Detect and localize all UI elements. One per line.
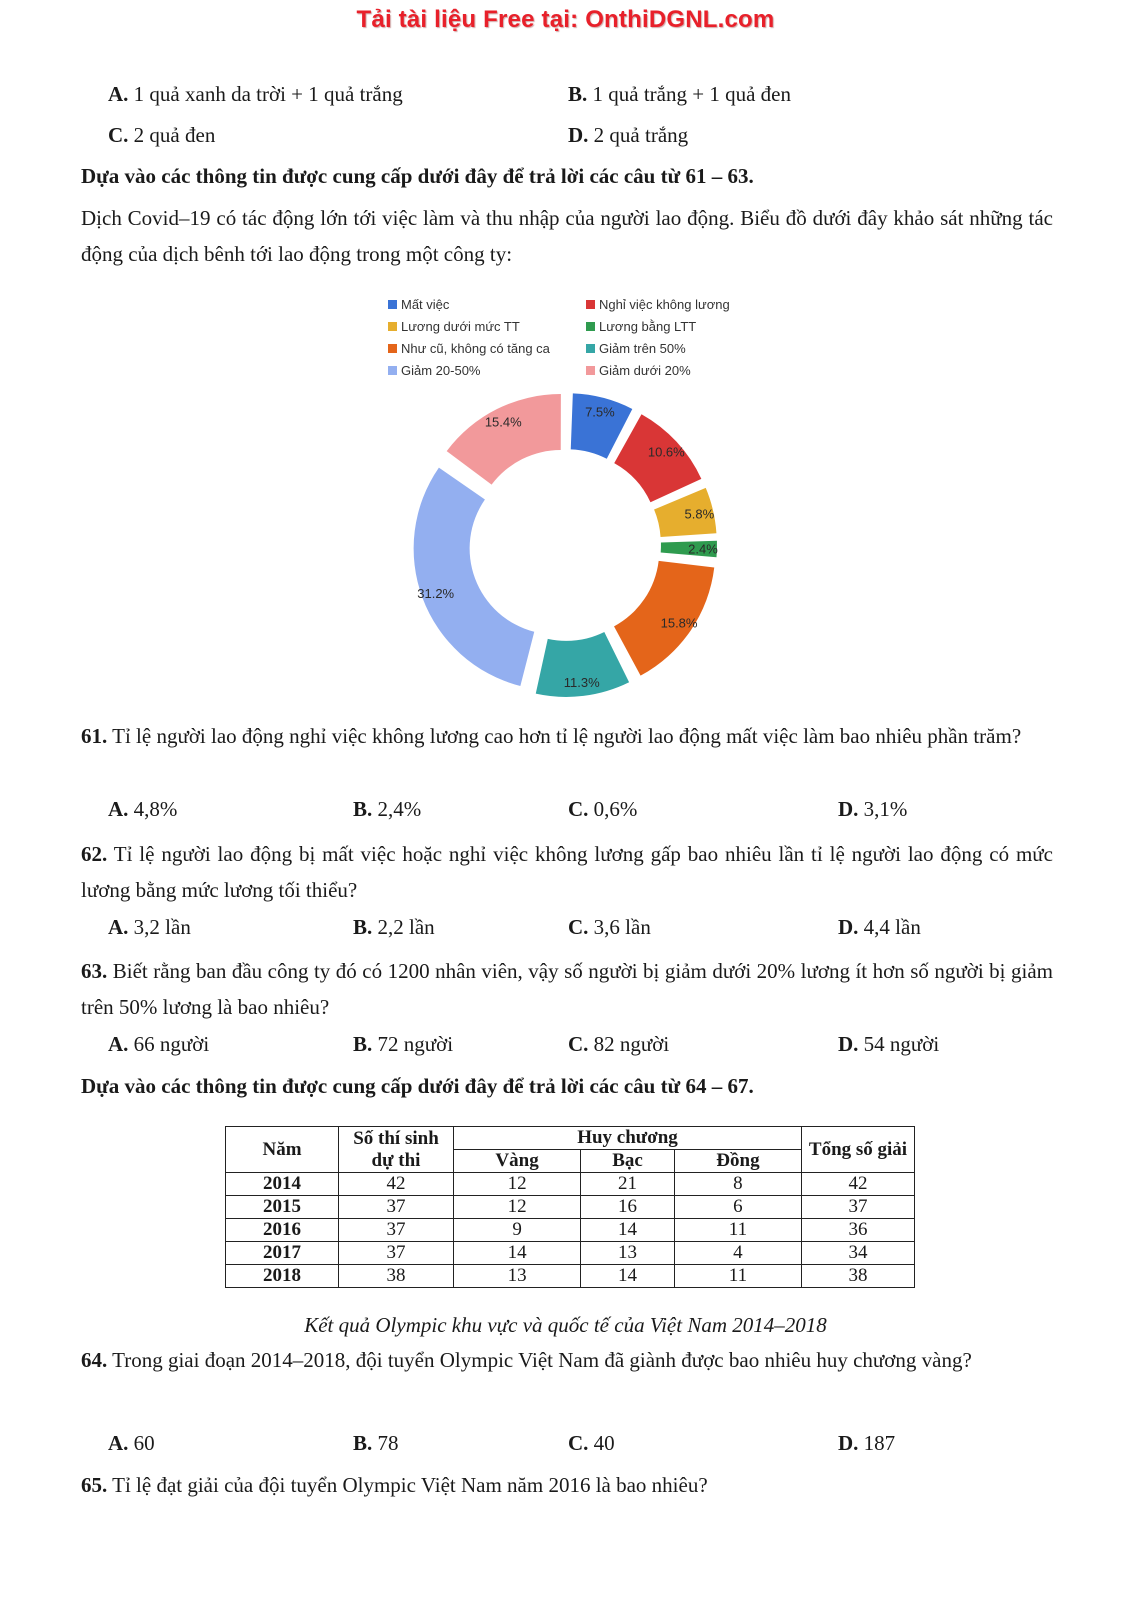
cell: 21 (581, 1173, 675, 1196)
table-row (226, 1242, 915, 1265)
cell: 11 (674, 1219, 801, 1242)
option-text: 82 người (593, 1032, 670, 1056)
q63-option-a (108, 1031, 209, 1057)
cell: 38 (802, 1265, 915, 1288)
option-letter: A. (108, 1431, 129, 1455)
legend-label: Như cũ, không có tăng ca (401, 341, 550, 356)
section2-heading: Dựa vào các thông tin được cung cấp dưới đây để trả lời các câu từ 64 – 67. (81, 1074, 754, 1098)
page-header: Tải tài liệu Free tại: OnthiDGNL.com (356, 6, 775, 33)
cell: 37 (339, 1242, 454, 1265)
legend-label: Lương dưới mức TT (401, 319, 520, 334)
option-text: 60 (133, 1431, 155, 1455)
q62-option-a (108, 914, 191, 940)
slice-label: 15.4% (484, 414, 522, 430)
cell: 14 (581, 1219, 675, 1242)
q61-option-c (568, 796, 637, 822)
option-letter: C. (108, 123, 129, 147)
q63-option-b (353, 1031, 453, 1057)
cell: 11 (674, 1265, 801, 1288)
q61-option-d (838, 796, 907, 822)
question-text: Tỉ lệ đạt giải của đội tuyển Olympic Việt Nam năm 2016 là bao nhiêu? (112, 1473, 708, 1497)
option-text: 78 (377, 1431, 399, 1455)
cell-year: 2016 (226, 1219, 339, 1242)
cell: 37 (802, 1196, 915, 1219)
option-letter: C. (568, 797, 589, 821)
option-letter: D. (838, 1431, 859, 1455)
option-text: 0,6% (593, 797, 638, 821)
slice-label: 11.3% (563, 674, 600, 690)
q63-option-c (568, 1031, 669, 1057)
q64-option-d (838, 1430, 895, 1456)
question-text: Tỉ lệ người lao động bị mất việc hoặc nghỉ việc không lương gấp bao nhiêu lần tỉ lệ người lao động có mức lương bằng mức lương tối thiểu? (81, 842, 1054, 902)
legend-label: Giảm dưới 20% (599, 363, 691, 378)
option-letter: C. (568, 1032, 589, 1056)
header-gold: Vàng (454, 1150, 581, 1173)
legend-label: Lương bằng LTT (599, 319, 697, 334)
header-total: Tổng số giải (802, 1127, 915, 1173)
option-letter: C. (568, 915, 589, 939)
q61-option-b (353, 796, 421, 822)
cell-year: 2017 (226, 1242, 339, 1265)
table-row (226, 1219, 915, 1242)
option-letter: B. (353, 915, 373, 939)
slice-label: 31.2% (417, 586, 455, 602)
slice-label: 2.4% (688, 541, 718, 557)
q62-option-d (838, 914, 921, 940)
table-row (226, 1173, 915, 1196)
question-64 (81, 1342, 1053, 1378)
cell: 38 (339, 1265, 454, 1288)
option-text: 2,2 lần (377, 915, 435, 939)
option-letter: A. (108, 1032, 129, 1056)
question-65 (81, 1472, 708, 1498)
donut-chart (0, 0, 1131, 700)
slice-label: 15.8% (660, 615, 698, 631)
option-letter: C. (568, 1431, 589, 1455)
table-row (226, 1196, 915, 1219)
olympic-results-table (225, 1126, 915, 1288)
cell-year: 2014 (226, 1173, 339, 1196)
option-text: 4,8% (133, 797, 178, 821)
legend-label: Nghỉ việc không lương (599, 297, 730, 312)
option-text: 40 (593, 1431, 615, 1455)
option-letter: D. (838, 797, 859, 821)
cell: 8 (674, 1173, 801, 1196)
question-text: Trong giai đoạn 2014–2018, đội tuyển Olympic Việt Nam đã giành được bao nhiêu huy chương vàng? (112, 1348, 972, 1372)
cell-year: 2018 (226, 1265, 339, 1288)
option-text: 72 người (377, 1032, 454, 1056)
slice-label: 5.8% (684, 506, 715, 522)
option-text: 54 người (863, 1032, 940, 1056)
cell: 9 (454, 1219, 581, 1242)
q64-option-b (353, 1430, 399, 1456)
cell: 34 (802, 1242, 915, 1265)
option-letter: B. (568, 82, 588, 106)
option-text: 3,1% (863, 797, 908, 821)
option-text: 3,2 lần (133, 915, 191, 939)
question-number: 64. (81, 1348, 108, 1372)
q62-option-c (568, 914, 651, 940)
slice-label: 7.5% (585, 404, 615, 420)
question-text: Tỉ lệ người lao động nghỉ việc không lương cao hơn tỉ lệ người lao động mất việc làm bao nhiêu phần trăm? (112, 724, 1022, 748)
question-number: 63. (81, 959, 108, 983)
question-number: 61. (81, 724, 108, 748)
table-header-row (226, 1127, 915, 1150)
option-text: 2 quả đen (133, 123, 216, 147)
header-year: Năm (226, 1127, 339, 1173)
cell: 4 (674, 1242, 801, 1265)
legend-label: Giảm trên 50% (599, 341, 686, 356)
cell: 14 (454, 1242, 581, 1265)
legend-label: Giảm 20-50% (401, 363, 481, 378)
cell: 13 (581, 1242, 675, 1265)
q64-option-c (568, 1430, 615, 1456)
table-caption: Kết quả Olympic khu vực và quốc tế của Việt Nam 2014–2018 (304, 1313, 827, 1337)
option-text: 1 quả xanh da trời + 1 quả trắng (133, 82, 403, 106)
option-letter: D. (838, 1032, 859, 1056)
option-letter: A. (108, 82, 129, 106)
cell-year: 2015 (226, 1196, 339, 1219)
question-number: 62. (81, 842, 108, 866)
cell: 16 (581, 1196, 675, 1219)
option-text: 1 quả trắng + 1 quả đen (592, 82, 791, 106)
cell: 13 (454, 1265, 581, 1288)
table-row (226, 1265, 915, 1288)
question-61 (81, 718, 1053, 754)
option-letter: D. (838, 915, 859, 939)
q64-option-a (108, 1430, 155, 1456)
cell: 14 (581, 1265, 675, 1288)
header-bronze: Đồng (674, 1150, 801, 1173)
question-number: 65. (81, 1473, 108, 1497)
option-letter: B. (353, 1032, 373, 1056)
q61-option-a (108, 796, 177, 822)
donut-slice (447, 394, 561, 485)
option-letter: B. (353, 797, 373, 821)
cell: 6 (674, 1196, 801, 1219)
cell: 12 (454, 1173, 581, 1196)
cell: 37 (339, 1196, 454, 1219)
option-letter: A. (108, 797, 129, 821)
option-text: 4,4 lần (863, 915, 921, 939)
legend-label: Mất việc (401, 297, 450, 312)
option-letter: B. (353, 1431, 373, 1455)
cell: 12 (454, 1196, 581, 1219)
option-text: 2 quả trắng (593, 123, 689, 147)
question-62 (81, 836, 1053, 908)
section1-intro: Dịch Covid–19 có tác động lớn tới việc làm và thu nhập của người lao động. Biểu đồ dưới đây khảo sát những tác động của dịch bênh tới lao động trong một công ty: (81, 206, 1053, 266)
slice-label: 10.6% (647, 444, 685, 460)
donut-slice (414, 468, 535, 686)
q63-option-d (838, 1031, 939, 1057)
option-text: 3,6 lần (593, 915, 651, 939)
q62-option-b (353, 914, 435, 940)
cell: 42 (339, 1173, 454, 1196)
cell: 36 (802, 1219, 915, 1242)
header-candidates: Số thí sinh dự thi (339, 1127, 454, 1173)
option-letter: A. (108, 915, 129, 939)
question-text: Biết rằng ban đầu công ty đó có 1200 nhân viên, vậy số người bị giảm dưới 20% lương ít hơn số người bị giảm trên 50% lương là bao nhiêu? (81, 959, 1054, 1019)
cell: 42 (802, 1173, 915, 1196)
option-text: 2,4% (377, 797, 422, 821)
header-medals: Huy chương (454, 1127, 802, 1150)
question-63 (81, 953, 1053, 1025)
option-text: 66 người (133, 1032, 210, 1056)
option-text: 187 (863, 1431, 896, 1455)
option-letter: D. (568, 123, 589, 147)
cell: 37 (339, 1219, 454, 1242)
header-silver: Bạc (581, 1150, 675, 1173)
section1-heading: Dựa vào các thông tin được cung cấp dưới đây để trả lời các câu từ 61 – 63. (81, 164, 754, 188)
